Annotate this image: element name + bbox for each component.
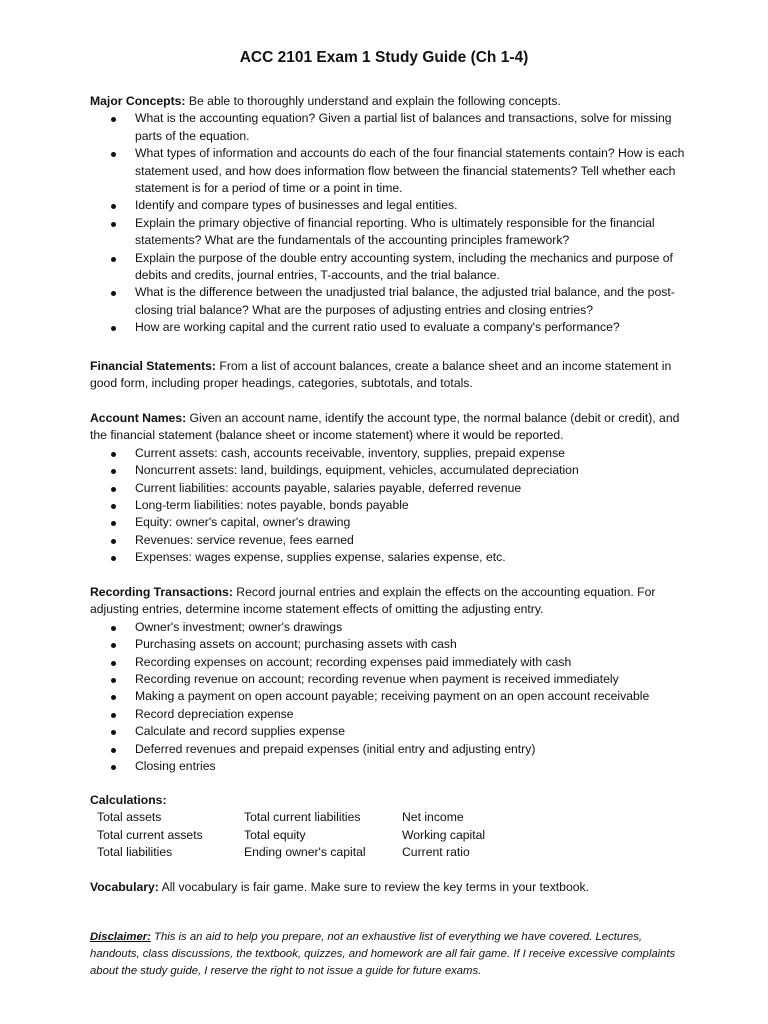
account-names-intro [90,410,690,445]
list-item: What is the accounting equation? Given a partial list of balances and transactions, solve for missing parts of the equation. [90,110,690,145]
account-names-list [90,445,690,567]
list-item: Long-term liabilities: notes payable, bonds payable [90,497,690,514]
vocabulary-text: All vocabulary is fair game. Make sure to review the key terms in your textbook. [158,880,589,894]
list-item: Explain the purpose of the double entry accounting system, including the mechanics and purpose of debits and credits, journal entries, T-accounts, and the trial balance. [90,250,690,285]
list-item: Purchasing assets on account; purchasing assets with cash [90,636,690,653]
list-item: Noncurrent assets: land, buildings, equipment, vehicles, accumulated depreciation [90,462,690,479]
financial-statements-section [90,358,690,393]
calc-item: Total liabilities [97,845,173,860]
disclaimer-section [90,929,690,979]
list-item: Expenses: wages expense, supplies expense, salaries expense, etc. [90,549,690,566]
major-concepts-intro-text: Be able to thoroughly understand and explain the following concepts. [185,94,561,108]
recording-transactions-section [90,584,690,775]
list-item: Recording expenses on account; recording expenses paid immediately with cash [90,654,690,671]
major-concepts-list [90,110,690,336]
list-item: Explain the primary objective of financial reporting. Who is ultimately responsible for the financial statements? What are the fundamentals of the accounting principles framework? [90,215,690,250]
list-item: Making a payment on open account payable; receiving payment on an open account receivable [90,688,690,705]
calc-item: Total assets [97,810,162,825]
calc-item: Total equity [244,827,306,842]
list-item: What types of information and accounts do each of the four financial statements contain? How is each statement used, and how does information flow between the financial statements? Tell whether each statement is for a period of time or a point in time. [90,145,690,197]
calc-item: Total current liabilities [244,810,361,825]
list-item: Current liabilities: accounts payable, salaries payable, deferred revenue [90,480,690,497]
list-item: Deferred revenues and prepaid expenses (initial entry and adjusting entry) [90,741,690,758]
major-concepts-intro [90,93,690,110]
major-concepts-section [90,93,690,337]
financial-statements-text: From a list of account balances, create a balance sheet and an income statement in good form, including proper headings, categories, subtotals, and totals. [90,359,672,391]
account-names-label: Account Names: [90,411,187,425]
recording-transactions-label: Recording Transactions: [90,585,233,599]
list-item: Owner's investment; owner's drawings [90,619,690,636]
list-item: Calculate and record supplies expense [90,723,690,740]
recording-transactions-intro-text: Record journal entries and explain the effects on the accounting equation. For adjusting entries, determine income statement effects of omitting the adjusting entry. [90,585,656,617]
calculations-grid [90,809,690,861]
list-item: Closing entries [90,758,690,775]
account-names-section [90,410,690,567]
recording-transactions-list [90,619,690,776]
calculations-label: Calculations: [90,793,167,807]
calc-item: Ending owner's capital [244,845,366,860]
account-names-intro-text: Given an account name, identify the account type, the normal balance (debit or credit), and the financial statement (balance sheet or income statement) where it would be reported. [90,411,680,443]
vocabulary-label: Vocabulary: [90,880,159,894]
list-item: What is the difference between the unadjusted trial balance, the adjusted trial balance, and the post-closing trial balance? What are the purposes of adjusting entries and closing entries? [90,284,690,319]
disclaimer-label: Disclaimer: [90,931,151,943]
list-item: How are working capital and the current ratio used to evaluate a company's performance? [90,319,690,336]
calc-item: Net income [402,810,464,825]
calculations-section [90,792,690,862]
list-item: Revenues: service revenue, fees earned [90,532,690,549]
disclaimer-text: This is an aid to help you prepare, not an exhaustive list of everything we have covered. Lectures, handouts, class discussions, the textbook, quizzes, and homework are all fair game. If I receive excessive complaints about the study guide, I reserve the right to not issue a guide for future exams. [90,931,676,977]
list-item: Recording revenue on account; recording revenue when payment is received immediately [90,671,690,688]
list-item: Identify and compare types of businesses and legal entities. [90,197,690,214]
recording-transactions-intro [90,584,690,619]
list-item: Current assets: cash, accounts receivable, inventory, supplies, prepaid expense [90,445,690,462]
page-title: ACC 2101 Exam 1 Study Guide (Ch 1-4) [239,49,529,66]
calc-item: Current ratio [402,845,470,860]
list-item: Equity: owner's capital, owner's drawing [90,514,690,531]
list-item: Record depreciation expense [90,706,690,723]
calc-item: Working capital [402,827,486,842]
financial-statements-label: Financial Statements: [90,359,216,373]
vocabulary-section [90,879,690,896]
major-concepts-label: Major Concepts: [90,94,186,108]
calc-item: Total current assets [97,827,203,842]
